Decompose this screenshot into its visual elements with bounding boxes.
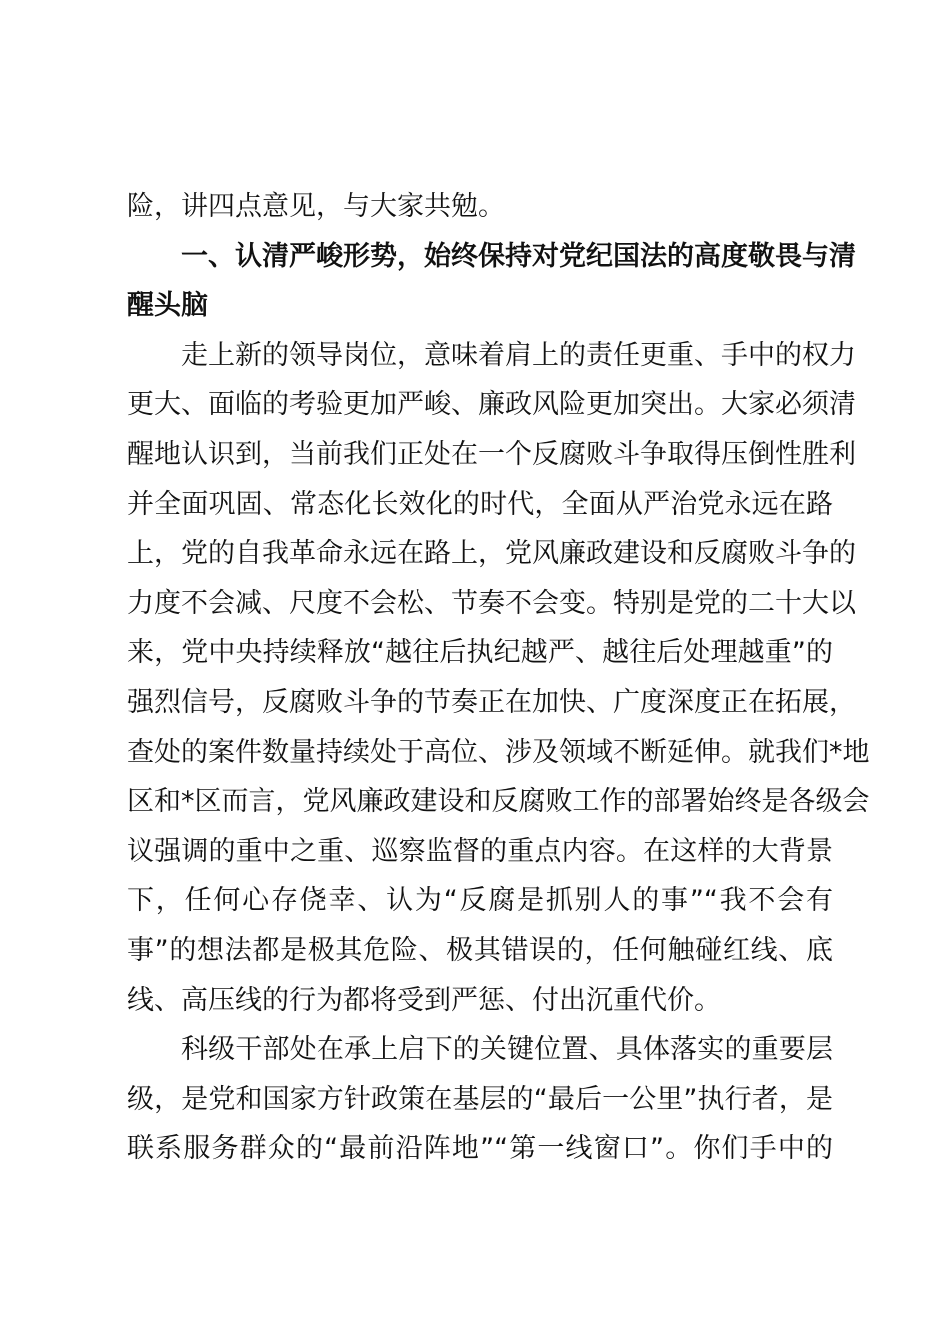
- paragraph-cadres: [127, 1025, 833, 1174]
- text-line: 强烈信号，反腐败斗争的节奏正在加快、广度深度正在拓展，: [127, 686, 856, 718]
- text-line: 下，任何心存侥幸、认为“反腐是抓别人的事”“我不会有: [127, 885, 833, 917]
- paragraph-continuation: [127, 182, 833, 232]
- text-line: 险，讲四点意见，与大家共勉。: [127, 191, 505, 222]
- text-line: 并全面巩固、常态化长效化的时代，全面从严治党永远在路: [127, 488, 833, 520]
- section-heading-1: [127, 232, 856, 331]
- text-line: 线、高压线的行为都将受到严惩、付出沉重代价。: [127, 984, 721, 1016]
- paragraph-situation: [127, 331, 870, 1025]
- text-line: 更大、面临的考验更加严峻、廉政风险更加突出。大家必须清: [127, 389, 856, 421]
- text-line: 级，是党和国家方针政策在基层的“最后一公里”执行者，是: [127, 1083, 833, 1115]
- document-body: [127, 182, 870, 1174]
- heading-line: 一、认清严峻形势，始终保持对党纪国法的高度敬畏与清: [181, 240, 856, 272]
- text-line: 力度不会减、尺度不会松、节奏不会变。特别是党的二十大以: [127, 587, 856, 619]
- text-line: 醒地认识到，当前我们正处在一个反腐败斗争取得压倒性胜利: [127, 438, 856, 470]
- text-line: 上，党的自我革命永远在路上，党风廉政建设和反腐败斗争的: [127, 538, 856, 570]
- text-line: 来，党中央持续释放“越往后执纪越严、越往后处理越重”的: [127, 637, 833, 669]
- text-line: 走上新的领导岗位，意味着肩上的责任更重、手中的权力: [181, 339, 856, 371]
- heading-line: 醒头脑: [127, 290, 208, 322]
- text-line: 议强调的重中之重、巡察监督的重点内容。在这样的大背景: [127, 835, 833, 867]
- text-line: 科级干部处在承上启下的关键位置、具体落实的重要层: [181, 1034, 833, 1066]
- text-line: 事”的想法都是极其危险、极其错误的，任何触碰红线、底: [127, 934, 833, 966]
- text-line: 查处的案件数量持续处于高位、涉及领域不断延伸。就我们*地: [127, 736, 870, 768]
- text-line: 区和*区而言，党风廉政建设和反腐败工作的部署始终是各级会: [127, 786, 870, 818]
- text-line: 联系服务群众的“最前沿阵地”“第一线窗口”。你们手中的: [127, 1133, 833, 1165]
